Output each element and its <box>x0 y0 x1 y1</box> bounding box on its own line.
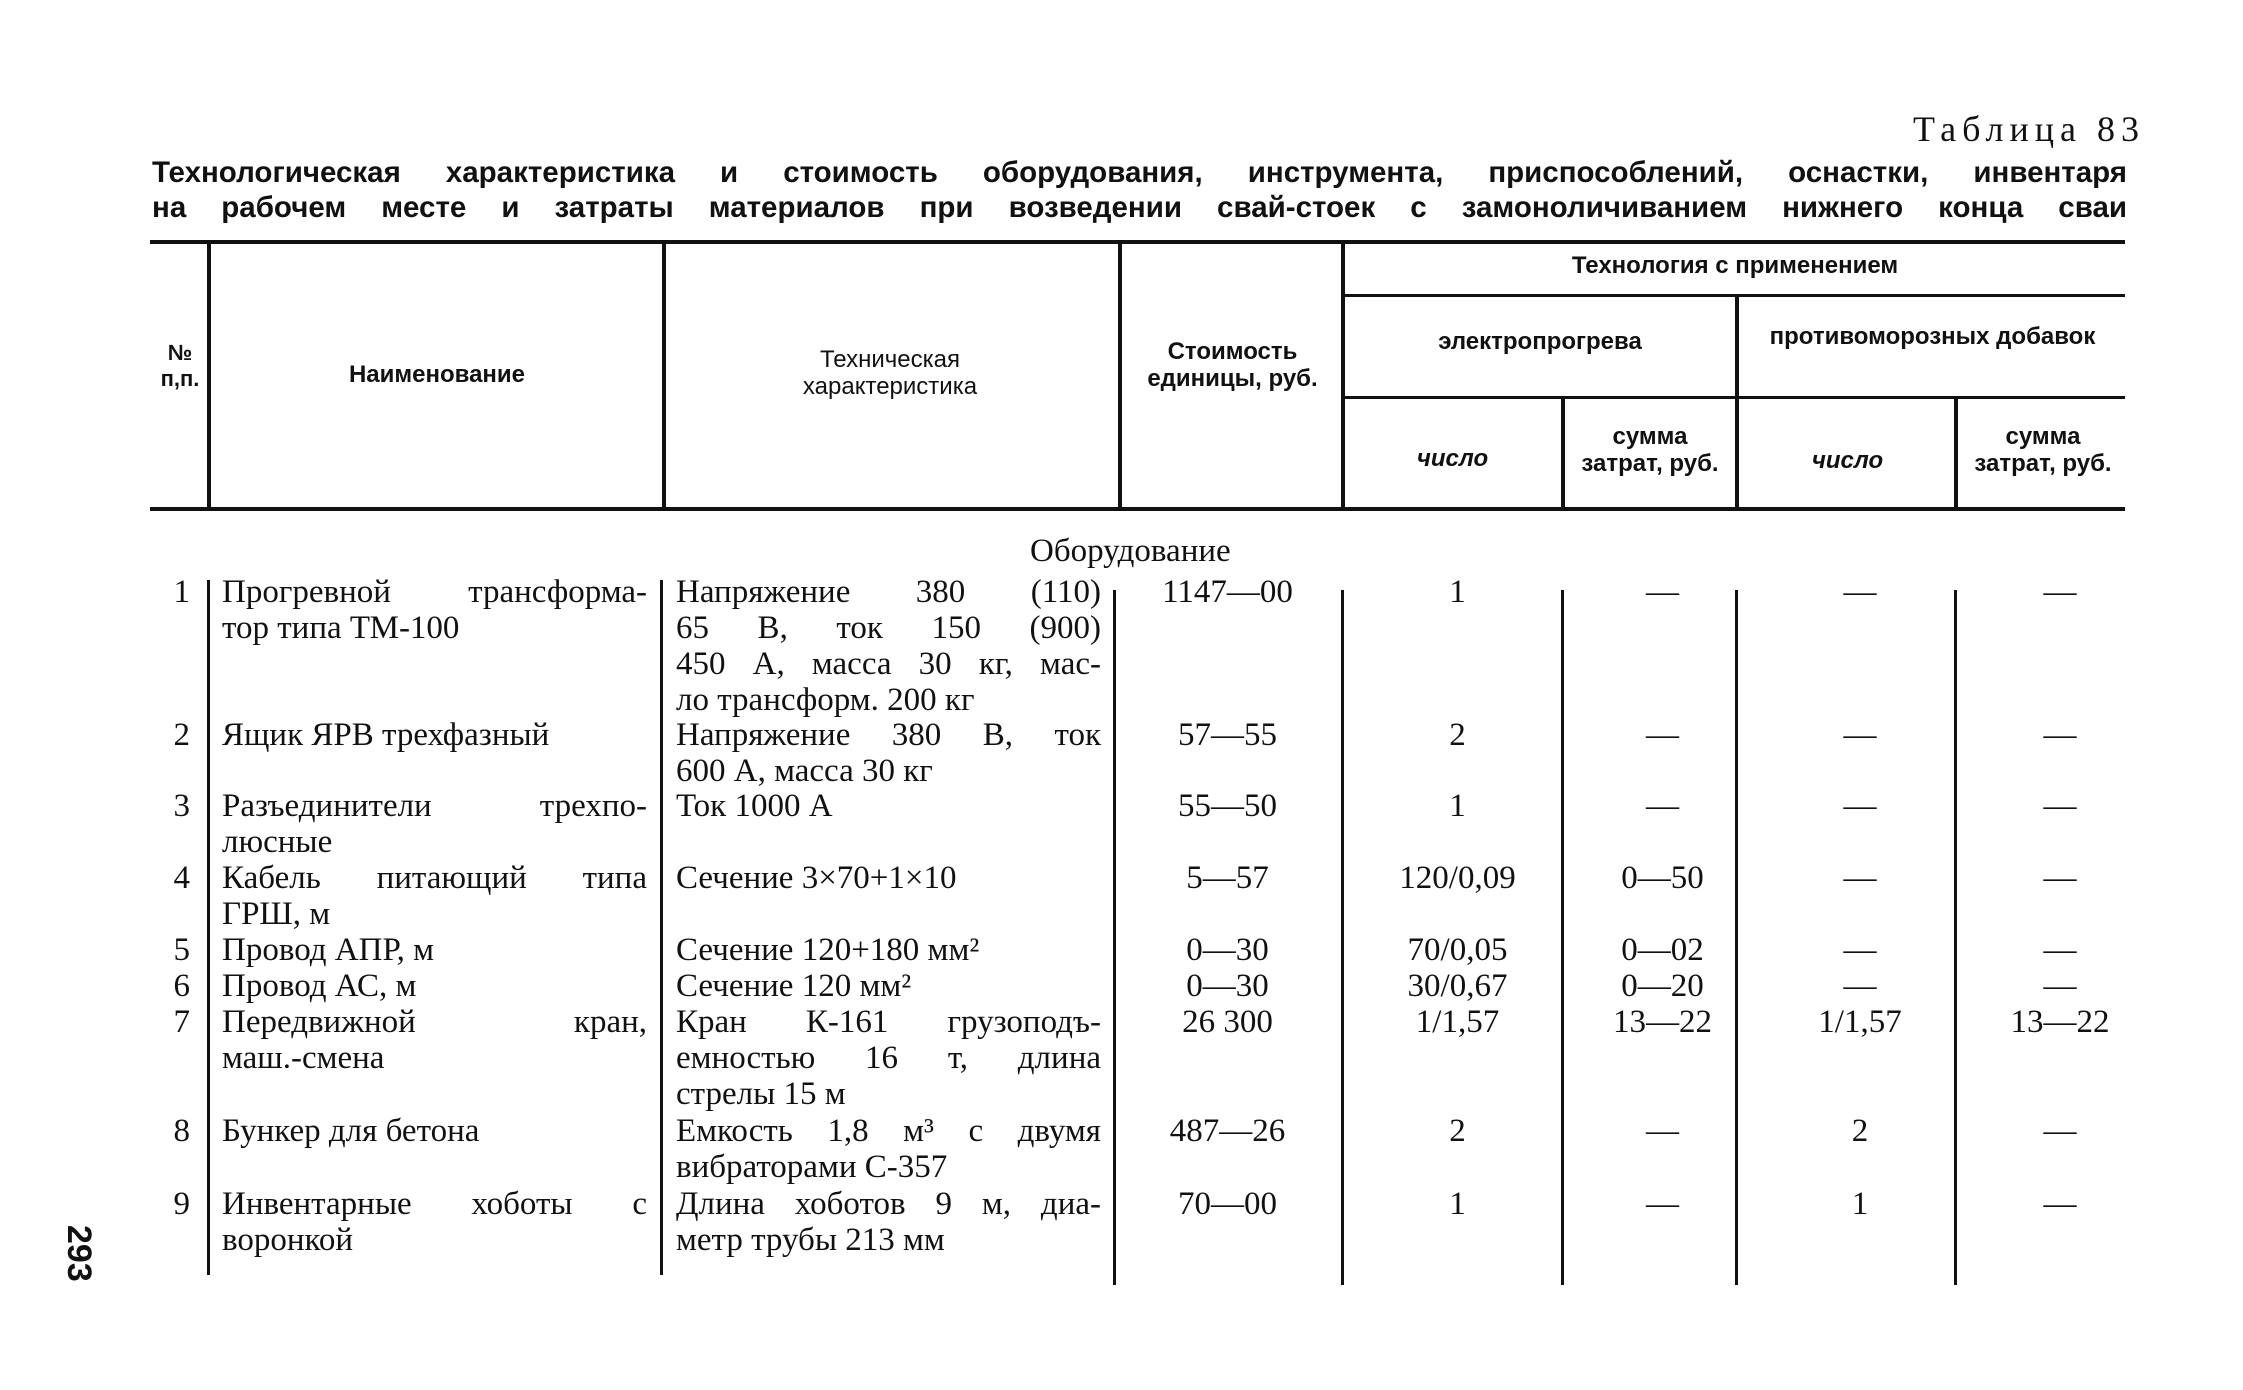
row-spec-line: Длина хоботов 9 м, диа- <box>676 1186 1101 1222</box>
row-antifreeze-sum: — <box>2043 932 2077 968</box>
row-electro-sum: — <box>1646 1186 1679 1222</box>
row-spec <box>676 1113 1101 1185</box>
row-antifreeze-count: — <box>1843 932 1877 968</box>
row-name <box>222 1186 647 1258</box>
body-divider <box>1341 590 1344 1285</box>
header-electro: электропрогрева <box>1438 328 1642 355</box>
row-electro-sum: — <box>1646 788 1679 824</box>
header-electro-count: число <box>1416 445 1489 472</box>
row-spec-line: стрелы 15 м <box>676 1076 846 1112</box>
header-tech: Технология с применением <box>1571 252 1899 279</box>
row-antifreeze-count: — <box>1843 574 1877 610</box>
row-name-line: Провод АПР, м <box>222 932 435 968</box>
row-spec <box>676 574 1101 718</box>
row-electro-count: 120/0,09 <box>1399 860 1516 896</box>
row-antifreeze-sum: — <box>2043 717 2077 753</box>
row-spec-line: Ток 1000 А <box>676 788 833 824</box>
row-cost: 487—26 <box>1169 1113 1286 1149</box>
row-cost: 0—30 <box>1186 932 1269 968</box>
header-divider <box>1735 297 1739 507</box>
row-number: 3 <box>173 788 190 824</box>
row-number: 8 <box>173 1113 190 1149</box>
row-number: 1 <box>173 574 190 610</box>
row-number: 2 <box>173 717 190 753</box>
row-name <box>222 717 647 753</box>
header-spec: Техническая характеристика <box>802 346 978 400</box>
row-cost: 70—00 <box>1178 1186 1277 1222</box>
table-title-line-1: Технологическая характеристика и стоимость оборудования, инструмента, приспособлений, оснастки, инвентаря <box>152 156 2127 189</box>
row-antifreeze-count: 1/1,57 <box>1818 1004 1902 1040</box>
header-divider <box>662 244 666 507</box>
row-spec-line: ло трансформ. 200 кг <box>676 682 975 718</box>
row-spec <box>676 788 1101 824</box>
row-electro-sum: 13—22 <box>1613 1004 1712 1040</box>
header-name: Наименование <box>348 361 526 388</box>
row-cost: 1147—00 <box>1162 574 1293 610</box>
row-spec <box>676 932 1101 968</box>
row-antifreeze-sum: 13—22 <box>2010 1004 2110 1040</box>
row-name <box>222 574 647 646</box>
body-divider <box>1113 590 1116 1285</box>
row-name-line: маш.-смена <box>222 1040 385 1076</box>
row-cost: 0—30 <box>1186 968 1269 1004</box>
row-spec-line: Кран К-161 грузоподъ- <box>676 1004 1101 1040</box>
row-number: 6 <box>173 968 190 1004</box>
row-antifreeze-count: — <box>1843 860 1877 896</box>
header-divider <box>207 244 211 507</box>
row-name <box>222 788 647 860</box>
row-number: 5 <box>173 932 190 968</box>
row-spec-line: 600 А, масса 30 кг <box>676 753 933 789</box>
row-spec <box>676 1186 1101 1258</box>
row-spec-line: емностью 16 т, длина <box>676 1040 1101 1076</box>
row-spec <box>676 717 1101 789</box>
row-spec-line: Сечение 3×70+1×10 <box>676 860 957 896</box>
row-spec-line: 65 В, ток 150 (900) <box>676 610 1101 646</box>
header-divider <box>1561 399 1565 507</box>
row-electro-sum: 0—50 <box>1621 860 1704 896</box>
row-electro-sum: — <box>1646 574 1679 610</box>
header-electro-sum: сумма затрат, руб. <box>1581 423 1719 477</box>
body-divider <box>660 580 663 1275</box>
header-top-rule <box>150 240 2125 244</box>
row-spec-line: вибраторами С-357 <box>676 1149 948 1185</box>
row-name-line: Инвентарные хоботы с <box>222 1186 647 1222</box>
row-name <box>222 860 647 932</box>
row-antifreeze-count: — <box>1843 717 1877 753</box>
row-name-line: тор типа ТМ-100 <box>222 610 460 646</box>
row-name <box>222 1113 647 1149</box>
row-name <box>222 968 647 1004</box>
row-electro-count: 1/1,57 <box>1415 1004 1500 1040</box>
row-number: 7 <box>173 1004 190 1040</box>
header-divider <box>1118 244 1122 507</box>
row-electro-count: 2 <box>1449 717 1466 753</box>
row-electro-sum: — <box>1646 1113 1679 1149</box>
row-spec-line: Сечение 120 мм² <box>676 968 912 1004</box>
row-electro-sum: 0—02 <box>1621 932 1704 968</box>
row-spec-line: метр трубы 213 мм <box>676 1222 945 1258</box>
row-spec-line: Напряжение 380 (110) <box>676 574 1101 610</box>
row-antifreeze-sum: — <box>2043 788 2077 824</box>
row-name <box>222 932 647 968</box>
row-spec <box>676 1004 1101 1112</box>
row-number: 9 <box>173 1186 190 1222</box>
row-name-line: воронкой <box>222 1222 354 1258</box>
row-name-line: Кабель питающий типа <box>222 860 647 896</box>
row-cost: 55—50 <box>1178 788 1277 824</box>
row-electro-count: 30/0,67 <box>1407 968 1508 1004</box>
row-name-line: Бункер для бетона <box>222 1113 480 1149</box>
header-divider <box>1954 399 1958 507</box>
row-electro-sum: — <box>1646 717 1679 753</box>
row-name-line: Разъединители трехпо- <box>222 788 647 824</box>
row-electro-count: 70/0,05 <box>1407 932 1508 968</box>
table-title-line-2: на рабочем месте и затраты материалов при возведении свай-стоек с замоноличиванием нижнего конца сваи <box>152 191 2127 224</box>
row-name-line: люсные <box>222 824 333 860</box>
row-name-line: Прогревной трансформа- <box>222 574 647 610</box>
row-name-line: Передвижной кран, <box>222 1004 647 1040</box>
row-antifreeze-count: — <box>1843 968 1877 1004</box>
row-antifreeze-count: 2 <box>1851 1113 1869 1149</box>
row-antifreeze-sum: — <box>2043 1113 2077 1149</box>
row-spec-line: Емкость 1,8 м³ с двумя <box>676 1113 1101 1149</box>
row-spec-line: 450 А, масса 30 кг, мас- <box>676 646 1101 682</box>
row-name <box>222 1004 647 1076</box>
row-antifreeze-count: — <box>1843 788 1877 824</box>
header-antifreeze-sum: сумма затрат, руб. <box>1974 423 2112 477</box>
row-antifreeze-sum: — <box>2043 574 2077 610</box>
page-number: 293 <box>60 1225 98 1282</box>
header-antifreeze: противоморозных добавок <box>1769 323 2096 350</box>
row-name-line: Провод АС, м <box>222 968 417 1004</box>
header-divider <box>1341 244 1345 507</box>
body-divider <box>207 580 210 1275</box>
row-cost: 57—55 <box>1178 717 1277 753</box>
header-num: № п,п. <box>160 340 200 391</box>
row-cost: 26 300 <box>1182 1004 1273 1040</box>
row-electro-count: 2 <box>1449 1113 1466 1149</box>
header-antifreeze-count: число <box>1811 447 1884 474</box>
row-antifreeze-count: 1 <box>1851 1186 1869 1222</box>
row-electro-count: 1 <box>1449 574 1466 610</box>
row-cost: 5—57 <box>1186 860 1269 896</box>
row-electro-count: 1 <box>1449 1186 1466 1222</box>
row-name-line: Ящик ЯРВ трехфазный <box>222 717 550 753</box>
row-antifreeze-sum: — <box>2043 968 2077 1004</box>
row-spec <box>676 860 1101 896</box>
row-spec <box>676 968 1101 1004</box>
row-name-line: ГРШ, м <box>222 896 331 932</box>
header-bottom-rule <box>150 507 2125 511</box>
row-antifreeze-sum: — <box>2043 860 2077 896</box>
table-number: Таблица 83 <box>1913 109 2145 149</box>
header-cost: Стоимость единицы, руб. <box>1147 338 1318 392</box>
row-spec-line: Напряжение 380 В, ток <box>676 717 1101 753</box>
section-heading: Оборудование <box>1030 533 1231 569</box>
row-number: 4 <box>173 860 190 896</box>
row-spec-line: Сечение 120+180 мм² <box>676 932 980 968</box>
row-electro-count: 1 <box>1449 788 1466 824</box>
row-electro-sum: 0—20 <box>1621 968 1704 1004</box>
row-antifreeze-sum: — <box>2043 1186 2077 1222</box>
